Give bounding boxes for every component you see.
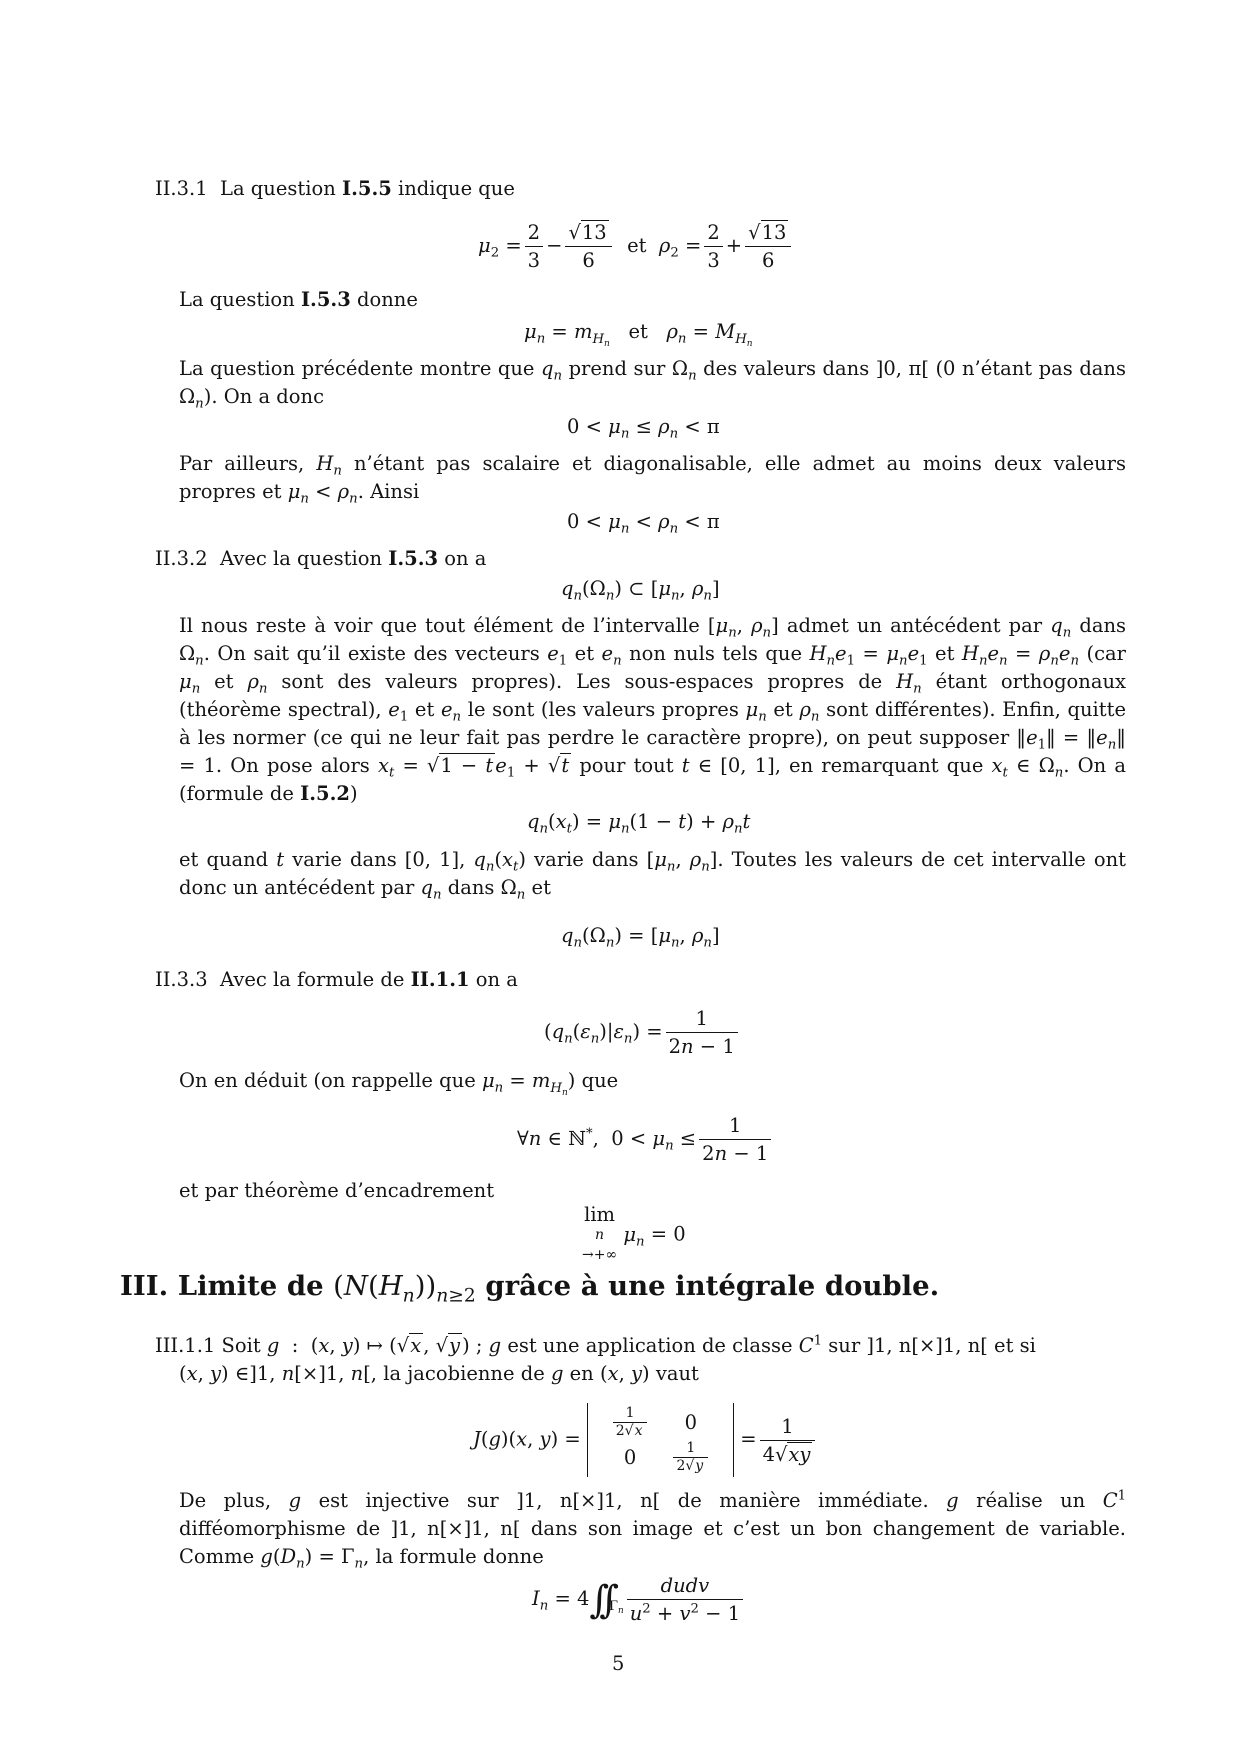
- text: Avec la question: [220, 547, 389, 570]
- text: et: [935, 642, 955, 665]
- text: sur ]1, n[×]1, n[ et si: [828, 1334, 1036, 1357]
- section-label: II.3.1: [155, 177, 208, 200]
- text: La question: [220, 177, 342, 200]
- equation-ineq-2: $0 < \mu_n < \rho_n < \pi$: [567, 510, 720, 537]
- page-number: 5: [612, 1652, 625, 1675]
- text: sont des valeurs propres). Les sous-espaces propres de: [281, 670, 883, 693]
- text: et: [414, 698, 435, 721]
- section-III-1-1-p1-cont: (x, y) ∈]1, n[×]1, n[, la jacobienne de g en (x, y) vaut: [179, 1362, 699, 1385]
- text: dans: [1079, 614, 1127, 637]
- text: On sait qu’il existe des vecteurs: [217, 642, 540, 665]
- text: réalise un: [976, 1489, 1086, 1512]
- text: et: [574, 642, 595, 665]
- text: La question précédente montre que: [179, 357, 535, 380]
- text: varie dans: [534, 848, 639, 871]
- paragraph-de-plus: De plus, g est injective sur ]1, n[×]1, n[ de manière immédiate. g réalise un $C^1$ difféomorphisme de ]1, n[×]1, n[ dans son image et c’est un bon changement de variable. Comme $g(D_n) = \Gamma_n$, la formule donne: [179, 1488, 1127, 1572]
- section-III-1-1-p1: III.1.1 Soit g : (x, y) ↦ (√x , √y ) ; g est une application de classe $C^1$ sur ]1, n[×]1, n[ et si: [155, 1333, 1036, 1357]
- text: et: [214, 670, 234, 693]
- text: et: [627, 234, 647, 257]
- question-reference: I.5.2: [300, 782, 350, 805]
- text: en: [569, 1362, 594, 1385]
- text: Avec la formule de: [220, 968, 411, 991]
- heading-text: grâce à une intégrale double.: [485, 1270, 940, 1302]
- text: ) que: [567, 1069, 619, 1092]
- section-label: II.3.2: [155, 547, 208, 570]
- paragraph-on-en-deduit: On en déduit (on rappelle que $\mu_n = m_{H_n}$) que: [179, 1069, 619, 1098]
- paragraph-par-ailleurs: Par ailleurs, $H_n$ n’étant pas scalaire et diagonalisable, elle admet au moins deux valeurs propres et $\mu_n < \rho_n$. Ainsi: [179, 452, 1126, 507]
- determinant: $\frac{1}{2√x}$ 0 0 $\frac{1}{2√y}$: [587, 1403, 734, 1477]
- text: vaut: [655, 1362, 699, 1385]
- text: et: [531, 876, 551, 899]
- equation-mun-rhon: $\mu_n = m_{H_n}$ et $\rho_n = M_{H_n}$: [524, 320, 753, 349]
- equation-ineq-1: $0 < \mu_n \le \rho_n < \pi$: [567, 415, 720, 442]
- text: Par ailleurs,: [179, 452, 305, 475]
- equation-bound: ∀n ∈ ℕ*, $0 < \mu_n$ ≤ $\frac{1}{2n - 1}$: [517, 1112, 774, 1167]
- text: ). On a donc: [203, 385, 324, 408]
- section-heading-III: III. Limite de $(N(H_n))_{n\ge 2}$ grâce à une intégrale double.: [120, 1270, 940, 1307]
- text: . Toutes les valeurs de cet intervalle ont donc un antécédent par: [179, 848, 1126, 899]
- paragraph-encadrement: [179, 1177, 494, 1205]
- question-reference: I.5.5: [341, 177, 392, 200]
- text: difféomorphisme de ]1, n[×]1, n[ dans son image et c’est un bon changement de variable. Comme: [179, 1517, 1126, 1568]
- text: des valeurs dans ]0, π[ (0 n’étant pas dans: [703, 357, 1126, 380]
- text: on a: [469, 968, 518, 991]
- text: admet un antécédent par: [786, 614, 1043, 637]
- section-II-3-3-intro: [155, 966, 518, 994]
- text: non nuls tels que: [629, 642, 802, 665]
- section-label: II.3.3: [155, 968, 208, 991]
- text: Soit: [221, 1334, 261, 1357]
- heading-text: III. Limite de: [120, 1270, 324, 1302]
- text: varie dans [0, 1],: [292, 848, 466, 871]
- text: est injective sur ]1, n[×]1, n[ de manière immédiate.: [318, 1489, 929, 1512]
- text: Il nous reste à voir que tout élément de l’intervalle: [179, 614, 700, 637]
- text: , en remarquant que: [774, 754, 984, 777]
- question-I-5-3-line: [179, 286, 418, 314]
- text: , la formule donne: [363, 1545, 544, 1568]
- equation-mu2-rho2: $\mu_2$ = $\frac{2}{3}$ − $\frac{√13}{6}$ et $\rho_2$ = $\frac{2}{3}$ + $\frac{√13}{6}$: [478, 219, 794, 274]
- text: dans: [447, 876, 495, 899]
- text: . On pose alors: [215, 754, 370, 777]
- text: la jacobienne de: [383, 1362, 545, 1385]
- text: n’étant pas scalaire et diagonalisable, elle admet au moins deux valeurs propres et: [179, 452, 1126, 503]
- equation-jacobian: J(g)(x, y) = $\frac{1}{2√x}$ 0 0 $\frac{1}{2√y}$ = $\frac{1}{4√xy}$: [473, 1403, 818, 1477]
- question-reference: I.5.3: [388, 547, 439, 570]
- text: et: [628, 320, 648, 343]
- text: indique que: [391, 177, 515, 200]
- equation-limit: lim n →+∞ $\mu_n = 0$: [582, 1203, 686, 1263]
- question-reference: II.1.1: [410, 968, 470, 991]
- text: on a: [438, 547, 487, 570]
- text: sont différentes). Enfin, quitte à les normer (ce qui ne leur fait pas perdre le caractère propre), on peut supposer: [179, 698, 1126, 749]
- text: et quand: [179, 848, 269, 871]
- text: La question: [179, 288, 301, 311]
- text: est une application de classe: [507, 1334, 793, 1357]
- equation-equality: $q_n(\Omega_n) = [\mu_n$, $\rho_n$]: [561, 924, 720, 951]
- section-II-3-2-intro: [155, 545, 486, 573]
- text: (car: [1086, 642, 1126, 665]
- equation-integral: $I_n = 4\int\int_{\Gamma_n}$ $\frac{\text{dudv}}{u^2 + v^2 - 1}$: [532, 1572, 746, 1627]
- equation-qn-epsilon: $(q_n(\varepsilon_n)|\varepsilon_n)$ = $\frac{1}{2n - 1}$: [544, 1005, 741, 1060]
- text: . Ainsi: [357, 480, 420, 503]
- paragraph-antecedent: Il nous reste à voir que tout élément de l’intervalle [$\mu_n$, $\rho_n$] admet un antécédent par $q_n$ dans $\Omega_n$. On sait qu’il existe des vecteurs $e_1$ et $e_n$ non nuls tels que $H_ne_1 = \mu_ne_1$ et $H_ne_n = \rho_ne_n$ (car $\mu_n$ et $\rho_n$ sont des valeurs propres). Les sous-espaces propres de $H_n$ étant orthogonaux (théorème spectral), $e_1$ et $e_n$ le sont (les valeurs propres $\mu_n$ et $\rho_n$ sont différentes). Enfin, quitte à les normer (ce qui ne leur fait pas perdre le caractère propre), on peut supposer $‖e_1‖$ = $‖e_n‖ = 1$. On pose alors $x_t = √1 - t$ $e_1 + √t$ pour tout t ∈ [0, 1], en remarquant que $x_t$ ∈ $\Omega_n$. On a (formule de I.5.2): [179, 614, 1127, 805]
- text: De plus,: [179, 1489, 272, 1512]
- equation-inclusion: $q_n(\Omega_n)$ ⊂ [$\mu_n$, $\rho_n$]: [561, 577, 720, 604]
- text: et par théorème d’encadrement: [179, 1179, 495, 1202]
- text: . On a (formule de: [179, 754, 1126, 805]
- question-reference: I.5.3: [300, 288, 351, 311]
- section-II-3-1-intro: [155, 175, 515, 203]
- paragraph-t-varie: et quand t varie dans [0, 1], $q_n(x_t)$ varie dans [$\mu_n$, $\rho_n$]. Toutes les valeurs de cet intervalle ont donc un antécédent par $q_n$ dans $\Omega_n$ et: [179, 848, 1126, 903]
- text: prend sur: [568, 357, 666, 380]
- text: pour tout: [579, 754, 674, 777]
- text: étant orthogonaux (théorème spectral),: [179, 670, 1127, 721]
- text: le sont (les valeurs propres: [467, 698, 739, 721]
- section-label: III.1.1: [155, 1334, 216, 1357]
- text: On en déduit (on rappelle que: [179, 1069, 476, 1092]
- equation-qn-xt: $q_n(x_t) = \mu_n(1 - t) + \rho_nt$: [527, 810, 751, 837]
- text: et: [773, 698, 793, 721]
- paragraph-qn-values: La question précédente montre que $q_n$ prend sur $\Omega_n$ des valeurs dans ]0, π[ (0 n’étant pas dans $\Omega_n$). On a donc: [179, 357, 1126, 412]
- text: donne: [350, 288, 418, 311]
